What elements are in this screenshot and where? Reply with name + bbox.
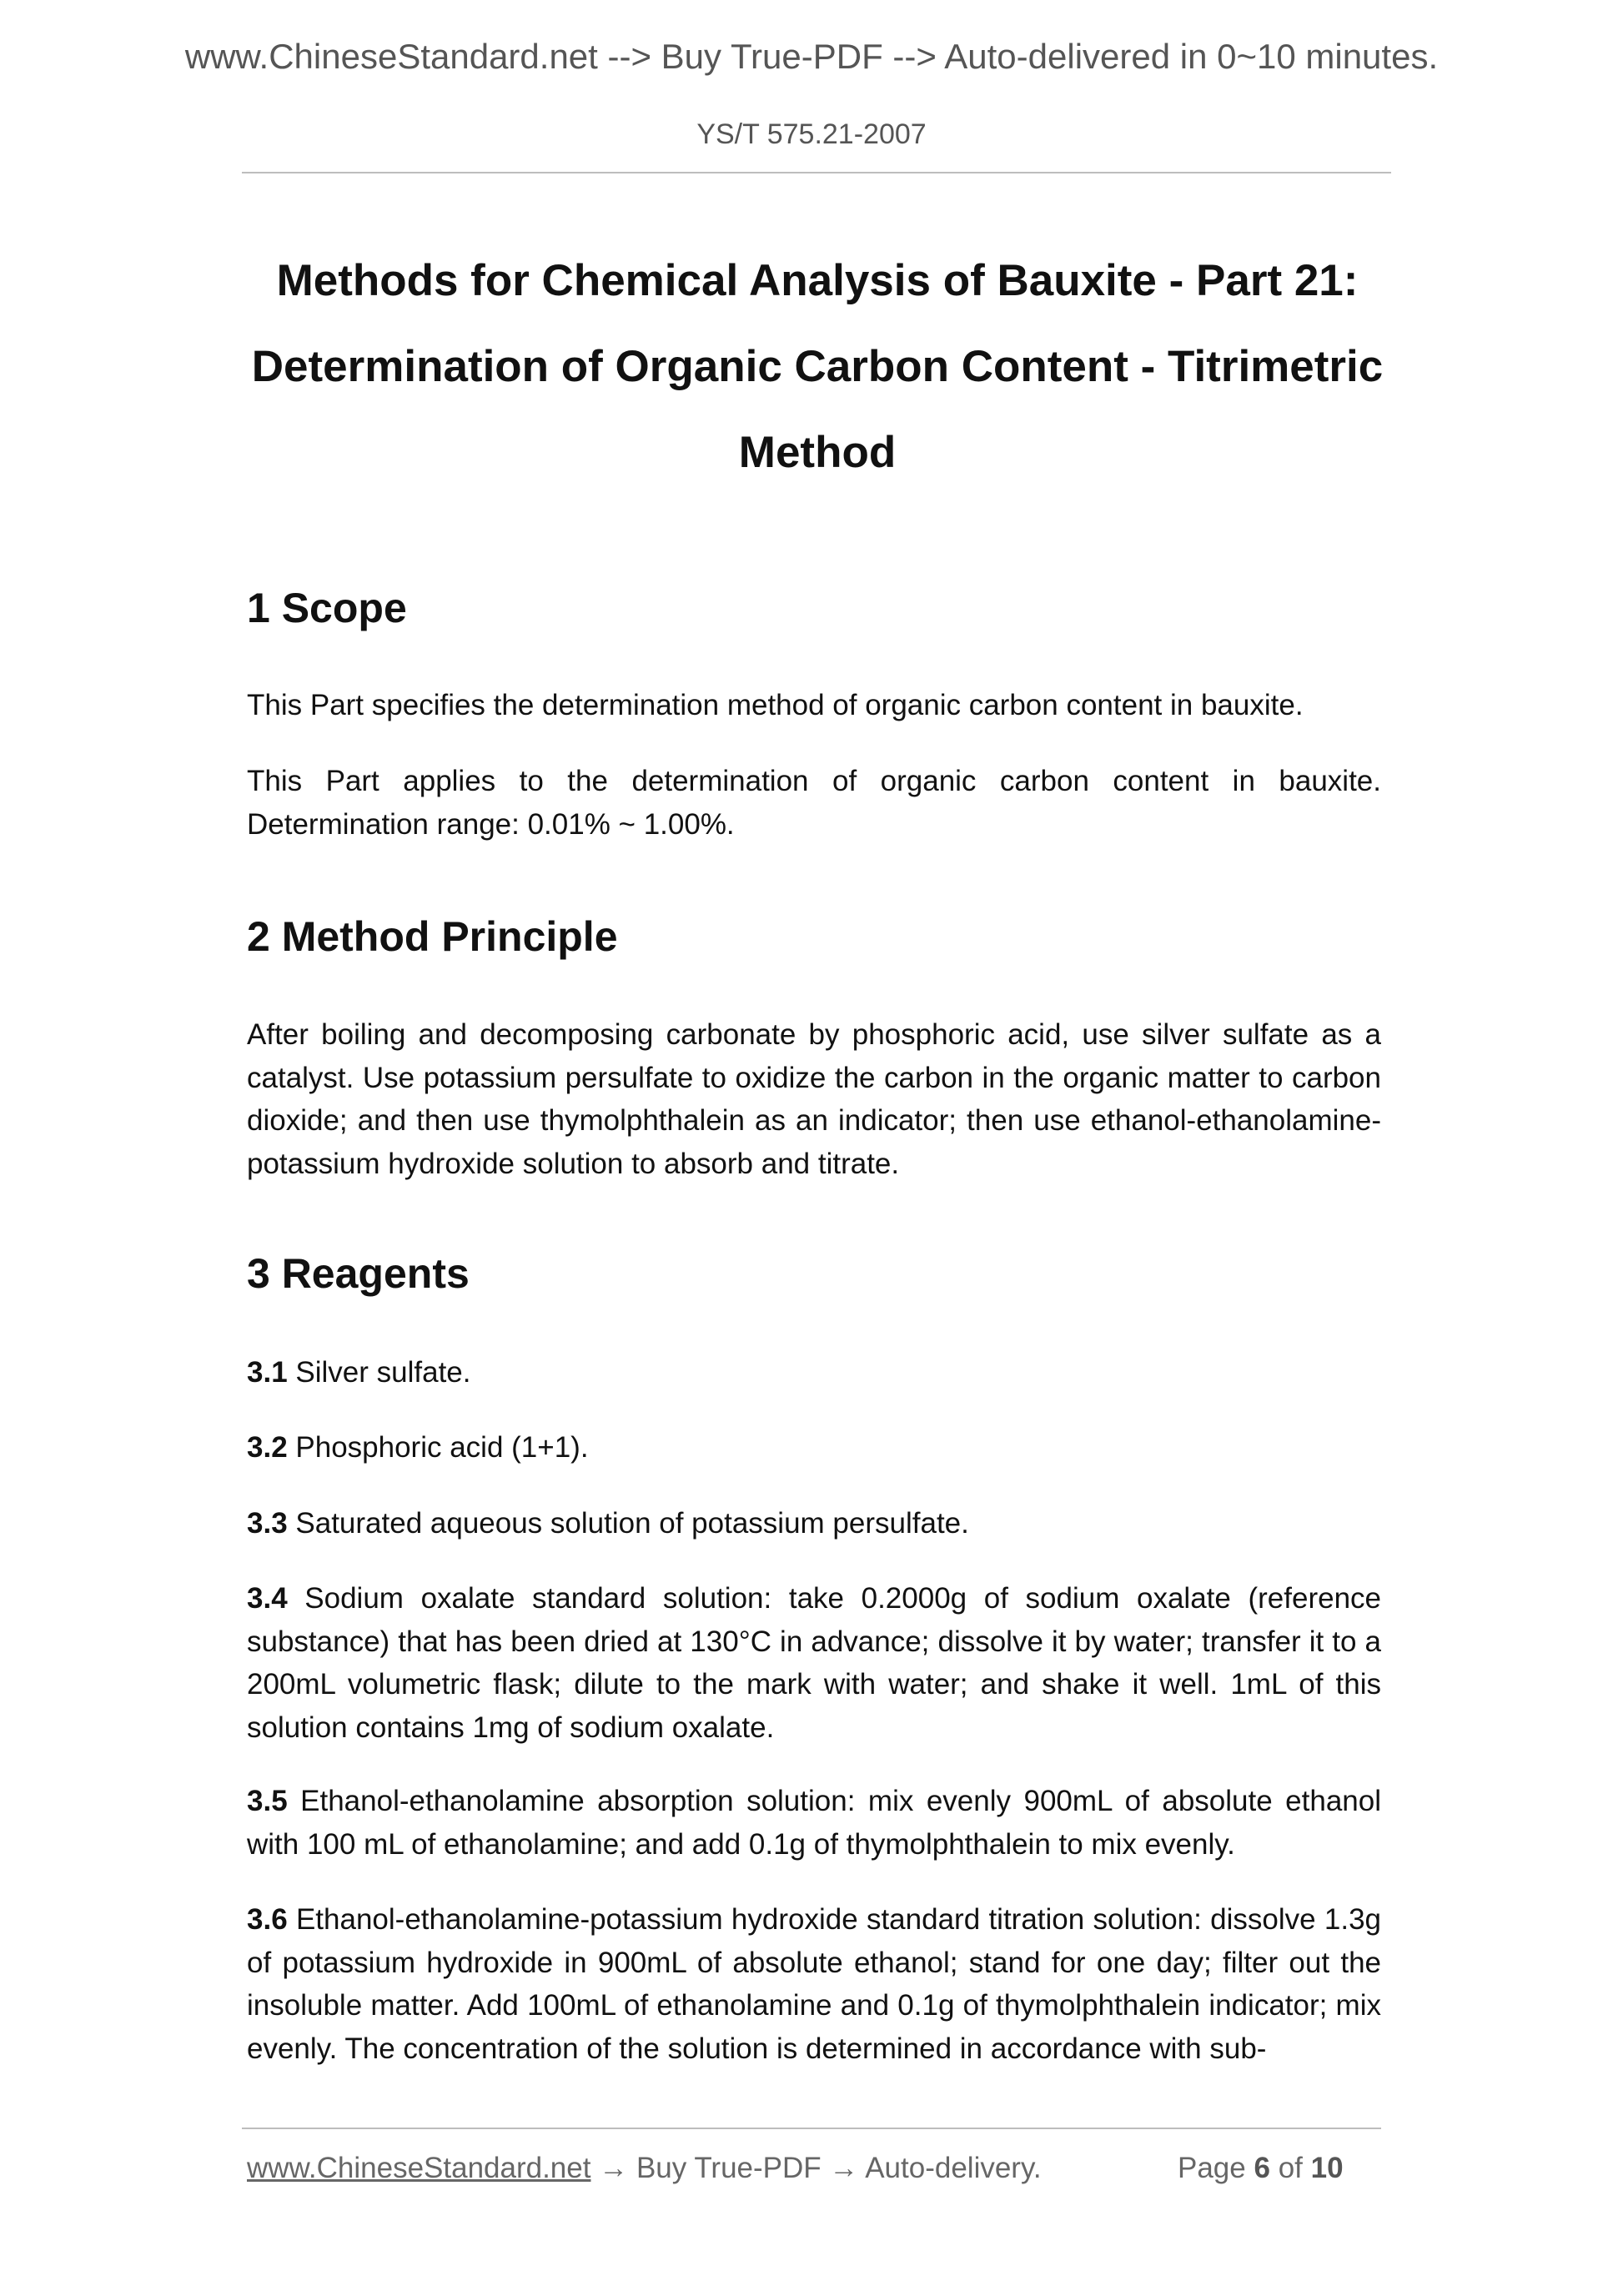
- title-line-2: Determination of Organic Carbon Content - Titrimetric: [251, 342, 1384, 391]
- page-of: of: [1278, 2152, 1303, 2184]
- scope-paragraph-1: This Part specifies the determination method of organic carbon content in bauxite.: [247, 689, 1304, 721]
- header-divider: [242, 172, 1391, 173]
- reagent-item: [247, 1780, 1381, 1866]
- arrow-right-icon: →: [829, 2152, 859, 2184]
- arrow-right-icon: →: [599, 2152, 629, 2184]
- reagent-number: 3.5: [247, 1785, 288, 1817]
- page-label: Page: [1178, 2152, 1246, 2184]
- reagent-number: 3.2: [247, 1431, 288, 1464]
- reagent-text: Silver sulfate.: [295, 1356, 471, 1389]
- top-banner: www.ChineseStandard.net --> Buy True-PDF --> Auto-delivered in 0~10 minutes.: [184, 37, 1439, 76]
- reagent-number: 3.3: [247, 1507, 288, 1540]
- footer-site-link[interactable]: www.ChineseStandard.net: [247, 2152, 591, 2184]
- reagent-text: Ethanol-ethanolamine-potassium hydroxide standard titration solution: dissolve 1.3g of potassium hydroxide in 900mL of absolute ethanol; stand for one day; filter out the insoluble matter. Add 100mL of ethanolamine and 0.1g of thymolphthalein indicator; mix evenly. The concentration of the solution is determined in accordance with sub-: [247, 1903, 1382, 2065]
- title-line-3: Method: [738, 428, 897, 477]
- reagent-number: 3.1: [247, 1356, 288, 1389]
- reagent-number: 3.4: [247, 1582, 288, 1615]
- reagent-item: [247, 1502, 1381, 1545]
- section-heading-reagents: 3 Reagents: [247, 1250, 470, 1297]
- reagent-item: [247, 1577, 1381, 1749]
- page-indicator: [1178, 2152, 1344, 2185]
- principle-paragraph: After boiling and decomposing carbonate by phosphoric acid, use silver sulfate as a catalyst. Use potassium persulfate to oxidize the carbon in the organic matter to carbon dioxide; and then use thymolphthalein as an indicator; then use ethanol-ethanolamine-potassium hydroxide solution to absorb and titrate.: [247, 1018, 1381, 1180]
- page-total: 10: [1310, 2152, 1344, 2184]
- footer-divider: [242, 2128, 1381, 2129]
- reagent-text: Phosphoric acid (1+1).: [295, 1431, 589, 1464]
- section-heading-principle: 2 Method Principle: [247, 913, 618, 960]
- reagent-item: [247, 1426, 1381, 1470]
- scope-paragraph-2: This Part applies to the determination of organic carbon content in bauxite. Determination range: 0.01% ~ 1.00%.: [247, 765, 1381, 841]
- document-code: YS/T 575.21-2007: [696, 118, 927, 150]
- reagent-text: Sodium oxalate standard solution: take 0.2000g of sodium oxalate (reference substance) that has been dried at 130°C in advance; dissolve it by water; transfer it to a 200mL volumetric flask; dilute to the mark with water; and shake it well. 1mL of this solution contains 1mg of sodium oxalate.: [247, 1582, 1381, 1744]
- title-line-1: Methods for Chemical Analysis of Bauxite - Part 21:: [276, 256, 1359, 305]
- footer-delivery-text: Auto-delivery.: [865, 2152, 1042, 2184]
- reagent-item: [247, 1351, 1381, 1394]
- footer-links: [247, 2152, 1042, 2185]
- reagent-text: Saturated aqueous solution of potassium persulfate.: [295, 1507, 969, 1540]
- reagent-text: Ethanol-ethanolamine absorption solution: mix evenly 900mL of absolute ethanol with 100 mL of ethanolamine; and add 0.1g of thymolphthalein to mix evenly.: [247, 1785, 1381, 1861]
- reagent-number: 3.6: [247, 1903, 288, 1936]
- reagent-item: [247, 1898, 1381, 2070]
- footer-buy-text: Buy True-PDF: [636, 2152, 822, 2184]
- page-title: [217, 238, 1418, 495]
- section-heading-scope: 1 Scope: [247, 585, 407, 631]
- page-current: 6: [1254, 2152, 1270, 2184]
